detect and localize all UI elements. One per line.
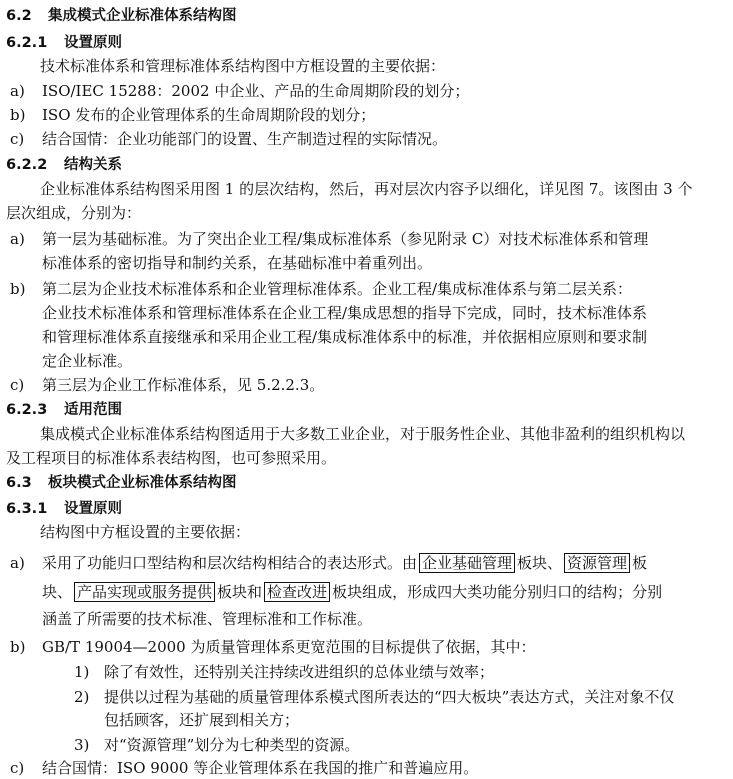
text-run: 板块、	[517, 554, 563, 572]
section-number: 6.2.2	[6, 157, 48, 173]
sublist-label: 1)	[74, 663, 90, 681]
list-text: 结合国情：企业功能部门的设置、生产制造过程的实际情况。	[42, 130, 448, 148]
sublist-text: 对“资源管理”划分为七种类型的资源。	[104, 736, 360, 754]
paragraph-line: 集成模式企业标准体系结构图适用于大多数工业企业，对于服务性企业、其他非盈利的组织机构以	[40, 425, 686, 443]
section-number: 6.2	[6, 8, 32, 24]
list-label: b)	[10, 280, 26, 298]
sublist-item	[74, 661, 494, 683]
list-item	[10, 104, 375, 126]
list-text-line: 第二层为企业技术标准体系和企业管理标准体系。企业工程/集成标准体系与第二层关系：	[42, 280, 633, 298]
text-run: 采用了功能归口型结构和层次结构相结合的表达形式。由	[42, 554, 418, 572]
list-text: 第三层为企业工作标准体系，见 5.2.2.3。	[42, 376, 325, 394]
boxed-term: 资源管理	[564, 553, 630, 573]
list-item	[10, 80, 469, 102]
list-label: a)	[10, 230, 25, 248]
list-label: a)	[10, 554, 25, 572]
list-text-line: 和管理标准体系直接继承和采用企业工程/集成标准体系中的标准，并依据相应原则和要求制	[42, 328, 648, 346]
list-text-line: 第一层为基础标准。为了突出企业工程/集成标准体系（参见附录 C）对技术标准体系和管理	[42, 230, 649, 248]
paragraph: 技术标准体系和管理标准体系结构图中方框设置的主要依据：	[40, 57, 446, 75]
boxed-term: 检查改进	[264, 582, 330, 602]
section-number: 6.2.1	[6, 35, 48, 51]
section-heading-6-2-1	[6, 32, 122, 54]
sublist-item	[74, 734, 359, 756]
list-label: c)	[10, 759, 25, 777]
list-text-line: 定企业标准。	[42, 352, 133, 370]
boxed-term: 产品实现或服务提供	[74, 582, 215, 602]
section-title: 板块模式企业标准体系结构图	[48, 475, 237, 491]
section-heading-6-2-3	[6, 399, 122, 421]
sublist-item	[74, 686, 674, 708]
paragraph-line: 及工程项目的标准体系表结构图，也可参照采用。	[6, 449, 337, 467]
sublist-label: 2)	[74, 688, 90, 706]
sublist-text: 提供以过程为基础的质量管理体系模式图所表达的“四大板块”表达方式，关注对象不仅	[104, 688, 675, 706]
section-number: 6.3.1	[6, 501, 48, 517]
list-text-line: 涵盖了所需要的技术标准、管理标准和工作标准。	[42, 610, 373, 628]
section-title: 集成模式企业标准体系结构图	[48, 8, 237, 24]
list-item	[10, 374, 324, 396]
list-item	[10, 636, 536, 658]
text-run: 板块和	[217, 583, 263, 601]
list-text: ISO/IEC 15288：2002 中企业、产品的生命周期阶段的划分；	[42, 82, 470, 100]
list-text: 结合国情：ISO 9000 等企业管理体系在我国的推广和普遍应用。	[42, 759, 479, 777]
list-item	[10, 757, 478, 779]
section-title: 设置原则	[64, 35, 122, 51]
paragraph-line: 层次组成，分别为：	[6, 204, 142, 222]
list-text-line	[42, 552, 647, 574]
text-run: 块、	[42, 583, 73, 601]
section-title: 适用范围	[64, 402, 122, 418]
list-text-line	[42, 581, 662, 603]
text-run: 板	[632, 554, 648, 572]
list-label: c)	[10, 130, 25, 148]
section-title: 设置原则	[64, 501, 122, 517]
sublist-label: 3)	[74, 736, 90, 754]
list-label: a)	[10, 82, 25, 100]
list-item	[10, 128, 447, 150]
section-title: 结构关系	[64, 157, 122, 173]
section-heading-6-3-1	[6, 498, 122, 520]
list-text-line: 标准体系的密切指导和制约关系，在基础标准中着重列出。	[42, 254, 433, 272]
list-label: b)	[10, 638, 26, 656]
section-heading-6-2	[6, 5, 237, 27]
list-text-line: 企业技术标准体系和管理标准体系在企业工程/集成思想的指导下完成，同时，技术标准体系	[42, 304, 648, 322]
list-label: c)	[10, 376, 25, 394]
section-number: 6.3	[6, 475, 32, 491]
sublist-text-line: 包括顾客，还扩展到相关方；	[104, 711, 300, 729]
section-heading-6-3	[6, 472, 237, 494]
section-heading-6-2-2	[6, 154, 122, 176]
list-text: ISO 发布的企业管理体系的生命周期阶段的划分；	[42, 106, 376, 124]
text-run: 板块组成，形成四大类功能分别归口的结构；分别	[332, 583, 663, 601]
boxed-term: 企业基础管理	[419, 553, 515, 573]
paragraph: 结构图中方框设置的主要依据：	[40, 523, 251, 541]
section-number: 6.2.3	[6, 402, 48, 418]
list-label: b)	[10, 106, 26, 124]
paragraph-line: 企业标准体系结构图采用图 1 的层次结构，然后，再对层次内容予以细化，详见图 7。该图由 3 个	[40, 180, 693, 198]
list-text: GB/T 19004—2000 为质量管理体系更宽范围的目标提供了依据，其中：	[42, 638, 536, 656]
sublist-text: 除了有效性，还特别关注持续改进组织的总体业绩与效率；	[104, 663, 495, 681]
